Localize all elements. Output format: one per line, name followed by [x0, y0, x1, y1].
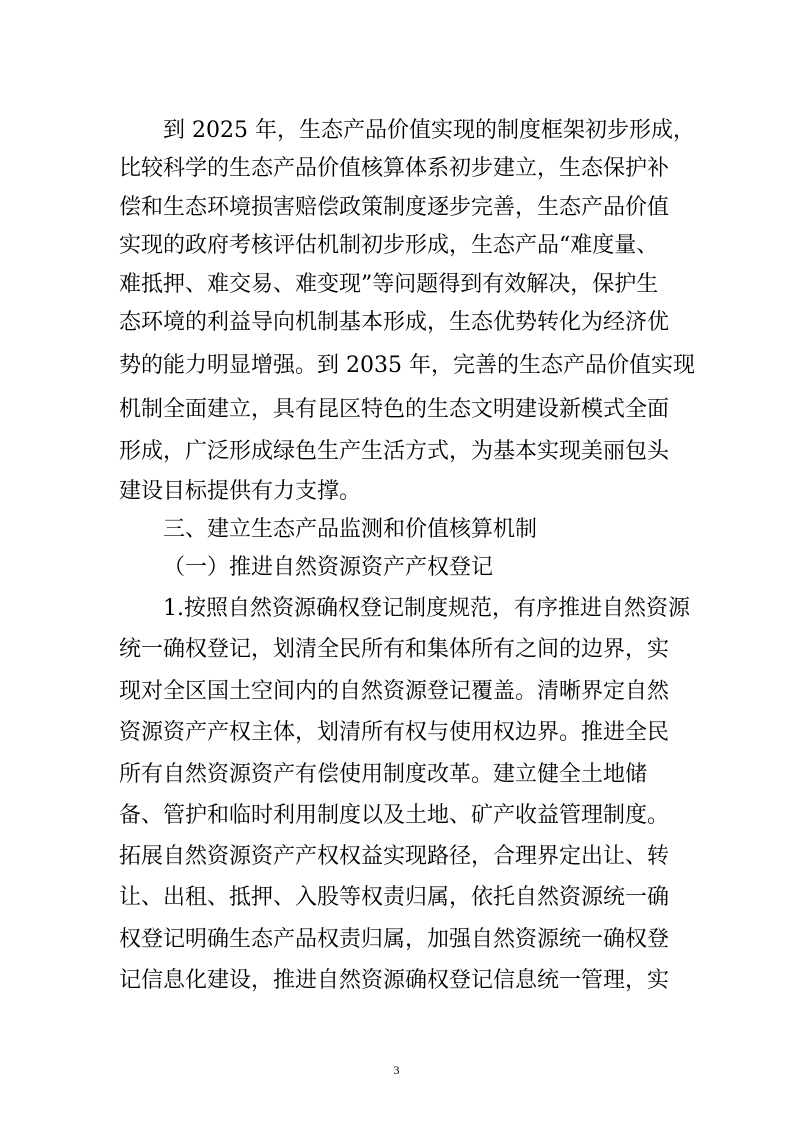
text-line-19: 拓展自然资源资产产权权益实现路径，合理界定出让、转 [119, 844, 670, 869]
text-line-6: 态环境的利益导向机制基本形成，生态优势转化为经济优 [119, 310, 670, 335]
text-line-4: 实现的政府考核评估机制初步形成，生态产品“难度量、 [119, 233, 659, 258]
text-line-18: 备、管护和临时利用制度以及土地、矿产收益管理制度。 [119, 803, 670, 828]
text-line-17: 所有自然资源资产有偿使用制度改革。建立健全土地储 [119, 762, 648, 787]
text-line-1: 到 2025 年，生态产品价值实现的制度框架初步形成， [163, 118, 695, 143]
text-line-13: 1.按照自然资源确权登记制度规范，有序推进自然资源 [163, 596, 690, 621]
section-heading: 三、建立生态产品监测和价值核算机制 [163, 517, 538, 542]
text-line-2: 比较科学的生态产品价值核算体系初步建立，生态保护补 [119, 156, 670, 181]
text-line-15: 现对全区国土空间内的自然资源登记覆盖。清晰界定自然 [119, 679, 670, 704]
text-line-21: 权登记明确生态产品权责归属，加强自然资源统一确权登 [119, 927, 670, 952]
text-line-16: 资源资产产权主体，划清所有权与使用权边界。推进全民 [119, 720, 670, 745]
text-line-14: 统一确权登记，划清全民所有和集体所有之间的边界，实 [119, 637, 670, 662]
text-line-9: 形成，广泛形成绿色生产生活方式，为基本实现美丽包头 [119, 439, 670, 464]
text-line-5: 难抵押、难交易、难变现”等问题得到有效解决，保护生 [119, 272, 659, 297]
text-line-7: 势的能力明显增强。到 2035 年，完善的生态产品价值实现 [119, 353, 695, 378]
text-line-20: 让、出租、抵押、入股等权责归属，依托自然资源统一确 [119, 885, 670, 910]
subsection-heading: （一）推进自然资源资产产权登记 [163, 555, 494, 580]
page-number: 3 [393, 1063, 400, 1077]
text-line-3: 偿和生态环境损害赔偿政策制度逐步完善，生态产品价值 [119, 195, 670, 220]
text-line-8: 机制全面建立，具有昆区特色的生态文明建设新模式全面 [119, 397, 670, 422]
text-line-10: 建设目标提供有力支撑。 [119, 479, 362, 504]
text-line-22: 记信息化建设，推进自然资源确权登记信息统一管理，实 [119, 968, 670, 993]
